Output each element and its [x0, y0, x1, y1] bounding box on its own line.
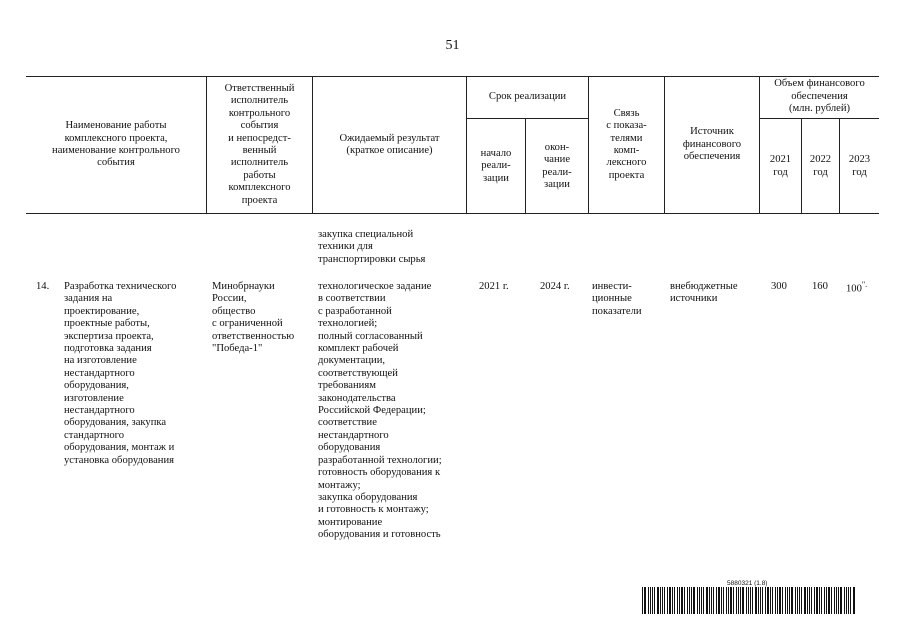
barcode-bar [672, 587, 673, 614]
barcode-bar [765, 587, 766, 614]
barcode-bar [681, 587, 683, 614]
barcode-bar [691, 587, 692, 614]
barcode-bar [648, 587, 649, 614]
header-year-2023: 2023 год [848, 154, 871, 178]
barcode-bar [733, 587, 734, 614]
row-source: внебюджетные источники [670, 281, 738, 305]
barcode-bar [789, 587, 790, 614]
header-year-2021: 2021 год [769, 154, 792, 178]
header-finance: Объем финансового обеспечения (млн. рублей) [774, 78, 865, 115]
barcode-bar [809, 587, 810, 614]
barcode-bar [819, 587, 820, 614]
barcode-bar [811, 587, 812, 614]
barcode-bar [772, 587, 773, 614]
barcode-bar [706, 587, 708, 614]
barcode-bar [791, 587, 793, 614]
barcode-bar [654, 587, 655, 614]
barcode-bar [850, 587, 851, 614]
header-name: Наименование работы комплексного проекта, наименование контрольного события [52, 120, 180, 169]
barcode-bar [799, 587, 800, 614]
barcode-bar [721, 587, 722, 614]
barcode-bar [836, 587, 837, 614]
barcode-number: 5880321 (1.8) [727, 580, 768, 587]
row-result: технологическое задание в соответствии с разработанной технологией; полный согласованный комплект рабочей документации, соответствующей требованиям законодательства Российской Федерации; соответствие нестандартного оборудования разработанной технологии; готовность оборудования к монтажу; закупка оборудования и готовность к монтажу; монтирование оборудования и готовность [318, 281, 442, 541]
row-value-2023-main: 100 [846, 283, 862, 295]
barcode-bar [709, 587, 710, 614]
header-source: Источник финансового обеспечения [682, 126, 742, 163]
barcode-bar [853, 587, 855, 614]
barcode-bar [804, 587, 806, 614]
header-year-2022: 2022 год [809, 154, 832, 178]
barcode-bar [755, 587, 757, 614]
barcode-bar [697, 587, 698, 614]
barcode-bar [775, 587, 776, 614]
barcode-bar [701, 587, 702, 614]
barcode-bar [821, 587, 822, 614]
barcode-bar [807, 587, 808, 614]
row-value-2023 [846, 281, 867, 296]
barcode-bar [742, 587, 744, 614]
barcode-bar [657, 587, 659, 614]
barcode-bar [746, 587, 747, 614]
barcode-bar [718, 587, 720, 614]
barcode-bar [662, 587, 663, 614]
row-start: 2021 г. [479, 281, 509, 292]
barcode-bar [814, 587, 815, 614]
barcode-bar [726, 587, 727, 614]
barcode-bar [740, 587, 741, 614]
barcode-bar [826, 587, 827, 614]
barcode-bar [693, 587, 695, 614]
barcode-bar [689, 587, 690, 614]
barcode-bar [703, 587, 704, 614]
row-responsible: Минобрнауки России, общество с ограниченной ответственностью "Победа-1" [212, 281, 295, 355]
barcode-bar [660, 587, 661, 614]
barcode-bar [831, 587, 832, 614]
barcode-bar [711, 587, 712, 614]
barcode-bar [834, 587, 835, 614]
barcode-bar [782, 587, 783, 614]
row-number: 14. [36, 281, 50, 292]
barcode-bar [667, 587, 668, 614]
header-period: Срок реализации [488, 90, 567, 102]
barcode-bar [684, 587, 685, 614]
barcode-bar [723, 587, 724, 614]
barcode-bar [644, 587, 646, 614]
barcode-bar [642, 587, 643, 614]
barcode-bar [750, 587, 751, 614]
barcode-bar [779, 587, 781, 614]
barcode-bar [762, 587, 763, 614]
barcode-bar [716, 587, 717, 614]
barcode-bar [713, 587, 714, 614]
barcode-bar [787, 587, 788, 614]
header-responsible: Ответственный исполнитель контрольного события и непосредст- венный исполнитель работы комплексного проекта [224, 82, 295, 206]
barcode-bar [679, 587, 680, 614]
row-value-2021: 300 [771, 281, 787, 292]
carryover-text: закупка специальной техники для транспортировки сырья [318, 229, 426, 265]
row-value-2023-tail: ". [861, 280, 868, 289]
barcode-bar [828, 587, 830, 614]
row-name: Разработка технического задания на проектирование, проектные работы, экспертиза проекта, подготовка задания на изготовление нестандартного оборудования, изготовление нестандартного оборудования, закупка стандартного оборудования, монтаж и установка оборудования [64, 281, 177, 466]
barcode-bar [650, 587, 651, 614]
barcode-bar [846, 587, 847, 614]
barcode-bar [699, 587, 700, 614]
barcode-bar [801, 587, 802, 614]
barcode-bar [687, 587, 688, 614]
barcode-bar [816, 587, 818, 614]
barcode-bar [758, 587, 759, 614]
barcode-bar [767, 587, 769, 614]
barcode-icon [642, 587, 855, 614]
barcode-bar [797, 587, 798, 614]
row-link: инвести- ционные показатели [592, 281, 642, 317]
barcode-bar [728, 587, 729, 614]
barcode-bar [730, 587, 732, 614]
table-header [26, 76, 879, 214]
barcode-bar [752, 587, 753, 614]
page-number: 51 [445, 38, 460, 53]
barcode-bar [748, 587, 749, 614]
header-link: Связь с показа- телями комп- лексного проекта [606, 107, 647, 181]
barcode-bar [760, 587, 761, 614]
barcode-bar [652, 587, 653, 614]
header-start: начало реали- зации [480, 147, 512, 184]
barcode-bar [844, 587, 845, 614]
barcode-bar [777, 587, 778, 614]
barcode-bar [669, 587, 671, 614]
barcode-bar [840, 587, 842, 614]
barcode-bar [838, 587, 839, 614]
barcode-bar [795, 587, 796, 614]
barcode-bar [785, 587, 786, 614]
barcode-bar [736, 587, 737, 614]
header-end: окон- чание реали- зации [542, 141, 572, 190]
barcode-bar [824, 587, 825, 614]
barcode-bar [738, 587, 739, 614]
row-value-2022: 160 [812, 281, 828, 292]
barcode-bar [664, 587, 665, 614]
barcode-bar [770, 587, 771, 614]
barcode-bar [674, 587, 675, 614]
barcode-bar [848, 587, 849, 614]
header-result: Ожидаемый результат (краткое описание) [339, 132, 440, 156]
row-end: 2024 г. [540, 281, 570, 292]
barcode-bar [677, 587, 678, 614]
